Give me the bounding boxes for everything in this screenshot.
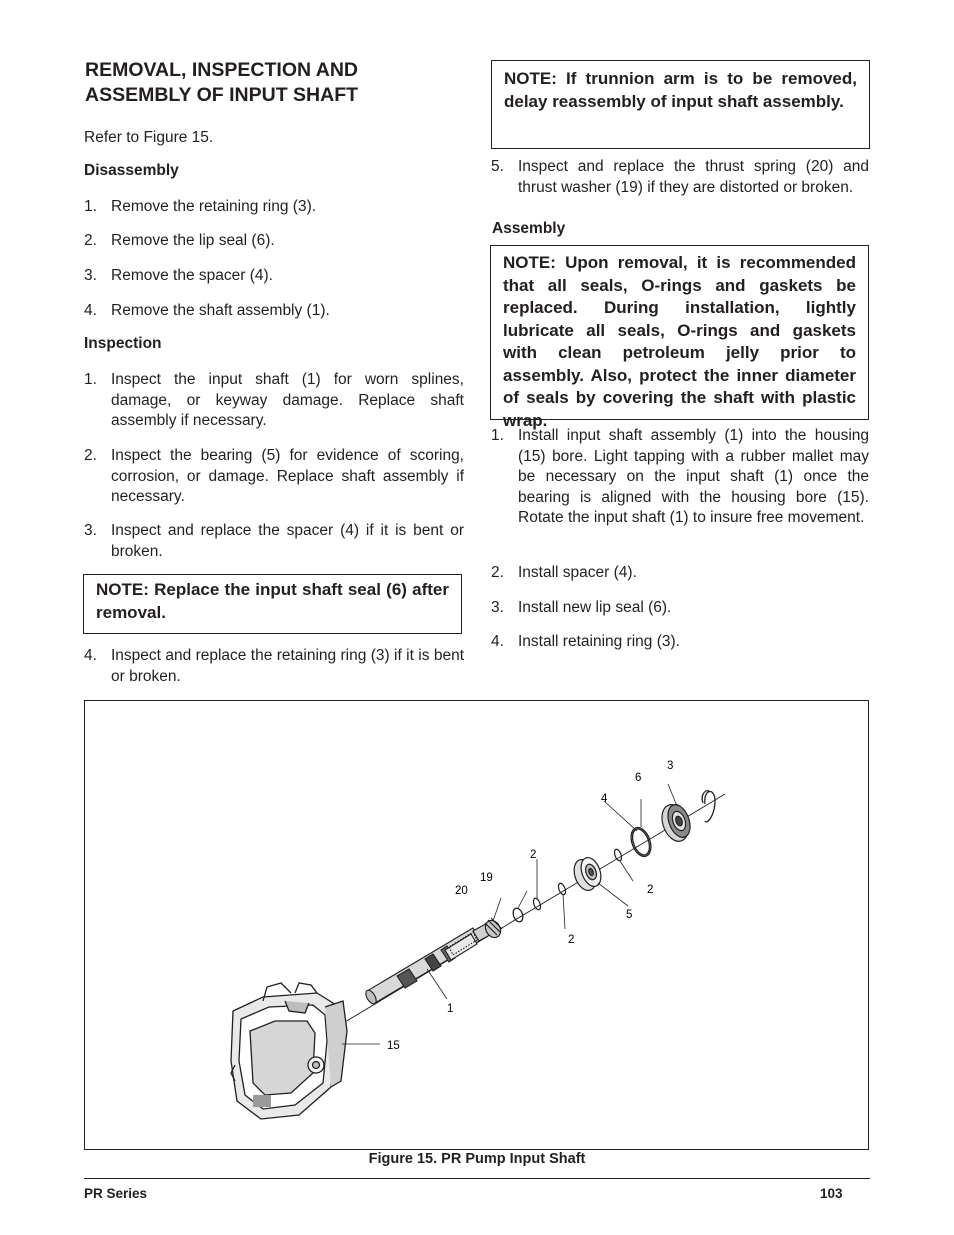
seal-note-text: NOTE: Replace the input shaft seal (6) after removal.: [96, 580, 449, 622]
callout-19: 19: [480, 872, 493, 884]
item-number: 5.: [491, 158, 504, 175]
assembly-item: [491, 632, 870, 653]
item-number: 3.: [84, 522, 97, 539]
inspection-item: [84, 521, 464, 563]
item-number: 2.: [491, 564, 504, 581]
item-number: 1.: [84, 198, 97, 215]
item-text: Remove the spacer (4).: [111, 267, 273, 284]
item-text: Install spacer (4).: [518, 564, 637, 581]
assembly-item: [491, 598, 870, 619]
trunnion-note-text: NOTE: If trunnion arm is to be removed, delay reassembly of input shaft assembly.: [504, 69, 857, 111]
figure-frame: [84, 700, 869, 1150]
item-text: Inspect the input shaft (1) for worn splines, damage, or keyway damage. Replace shaft assembly if necessary.: [111, 371, 464, 429]
item-number: 2.: [84, 447, 97, 464]
inspection-item: [84, 370, 464, 432]
footer-series: PR Series: [84, 1186, 148, 1201]
callout-20: 20: [455, 885, 468, 897]
assembly-note-text: NOTE: Upon removal, it is recommended that all seals, O-rings and gaskets be replaced. During installation, lightly lubricate all seals, O-rings and gaskets with clean petroleum jelly prior to assembly. Also, protect the inner diameter of seals by covering the shaft with plastic wrap.: [503, 253, 856, 430]
item-text: Inspect and replace the retaining ring (3) if it is bent or broken.: [111, 647, 464, 685]
disassembly-item: [84, 301, 464, 322]
exploded-view-illustration: [85, 701, 870, 1151]
item-text: Inspect the bearing (5) for evidence of scoring, corrosion, or damage. Replace shaft assembly if necessary.: [111, 447, 464, 505]
item-text: Remove the lip seal (6).: [111, 232, 275, 249]
spacer-drawing: [627, 825, 654, 859]
item-number: 1.: [491, 427, 504, 444]
item-number: 3.: [491, 599, 504, 616]
assembly-item: [491, 426, 870, 550]
seal-note: [83, 574, 462, 634]
item-text: Install new lip seal (6).: [518, 599, 672, 616]
callout-4: 4: [601, 793, 608, 805]
callout-5: 5: [626, 909, 633, 921]
callout-2-lower: 2: [568, 934, 575, 946]
disassembly-item: [84, 197, 464, 218]
item-text: Install input shaft assembly (1) into the housing (15) bore. Light tapping with a rubber mallet may be necessary on the input shaft (1) once the bearing is aligned with the housing bore (15). Rotate the input shaft (1) to insure free movement.: [518, 427, 869, 526]
callout-6: 6: [635, 772, 642, 784]
assembly-title: Assembly: [492, 220, 566, 237]
inspection-item: [84, 646, 464, 688]
inspection-item: [491, 157, 870, 219]
inspection-title: Inspection: [84, 335, 162, 352]
bearing-drawing: [570, 855, 604, 894]
item-number: 1.: [84, 371, 97, 388]
lip-seal-drawing: [657, 801, 694, 845]
item-number: 3.: [84, 267, 97, 284]
disassembly-item: [84, 266, 464, 287]
item-number: 4.: [491, 633, 504, 650]
footer-divider: [84, 1178, 870, 1179]
callout-1: 1: [447, 1003, 454, 1015]
callout-15: 15: [387, 1040, 400, 1052]
assembly-note: [490, 245, 869, 430]
section-heading: [85, 58, 465, 108]
item-text: Inspect and replace the spacer (4) if it is bent or broken.: [111, 522, 464, 560]
callout-3: 3: [667, 760, 674, 772]
page-number: 103: [820, 1186, 843, 1201]
item-number: 4.: [84, 302, 97, 319]
item-text: Remove the retaining ring (3).: [111, 198, 317, 215]
item-number: 4.: [84, 647, 97, 664]
callout-2-right: 2: [647, 884, 654, 896]
input-shaft-drawing: [364, 922, 495, 1005]
item-text: Install retaining ring (3).: [518, 633, 680, 650]
item-text: Inspect and replace the thrust spring (20) and thrust washer (19) if they are distorted or broken.: [518, 158, 869, 196]
inspection-item: [84, 446, 464, 508]
disassembly-item: [84, 231, 464, 252]
assembly-item: [491, 563, 870, 584]
housing-drawing: [231, 983, 347, 1119]
refer-text: Refer to Figure 15.: [84, 129, 214, 146]
figure-caption: Figure 15. PR Pump Input Shaft: [368, 1151, 586, 1167]
trunnion-note: [491, 60, 870, 149]
disassembly-title: Disassembly: [84, 162, 179, 179]
heading-line-1: REMOVAL, INSPECTION AND: [85, 59, 359, 81]
item-text: Remove the shaft assembly (1).: [111, 302, 330, 319]
callout-2-upper: 2: [530, 849, 537, 861]
item-number: 2.: [84, 232, 97, 249]
heading-line-2: ASSEMBLY OF INPUT SHAFT: [85, 84, 359, 106]
